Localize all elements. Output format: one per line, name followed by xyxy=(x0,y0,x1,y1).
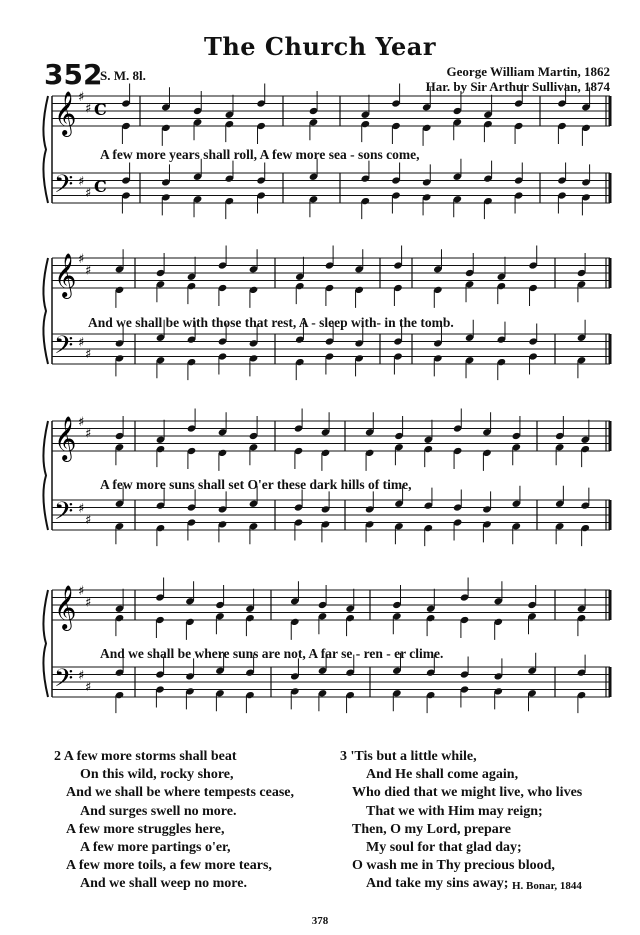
verse-line: That we with Him may reign; xyxy=(366,803,543,819)
verse-number: 2 xyxy=(54,749,61,764)
sharp-sign: ♯ xyxy=(78,90,85,105)
brace xyxy=(43,590,48,697)
treble-clef: 𝄞 xyxy=(54,91,77,135)
verse-line: And He shall come again, xyxy=(366,767,519,783)
verse-line: On this wild, rocky shore, xyxy=(80,767,234,783)
sharp-sign: ♯ xyxy=(85,185,92,201)
time-signature: C xyxy=(94,100,107,119)
verse-line: And we shall be where tempests cease, xyxy=(66,785,294,801)
sharp-sign: ♯ xyxy=(85,263,92,279)
hymn-meter: S. M. 8l. xyxy=(100,68,146,83)
sharp-sign: ♯ xyxy=(78,252,85,267)
verse-line: A few more partings o'er, xyxy=(80,840,231,856)
verse-line: And surges swell no more. xyxy=(80,803,237,819)
time-signature: C xyxy=(94,177,107,196)
bass-clef: 𝄢 xyxy=(54,170,74,205)
verse-line: Then, O my Lord, prepare xyxy=(352,821,511,837)
verse-line: O wash me in Thy precious blood, xyxy=(352,858,555,874)
brace xyxy=(43,421,48,530)
lyrics-system-4: And we shall be where suns are not, A far se - ren - er clime. xyxy=(100,646,444,661)
composer-line-2: Har. by Sir Arthur Sullivan, 1874 xyxy=(425,79,610,94)
brace xyxy=(43,258,48,364)
lyrics-system-1: A few more years shall roll, A few more sea - sons come, xyxy=(100,147,420,162)
lyrics-system-3: A few more suns shall set O'er these dark hills of time, xyxy=(100,477,412,492)
hymnal-section-title: The Church Year xyxy=(203,32,436,61)
sharp-sign: ♯ xyxy=(78,415,85,430)
verse-number: 3 xyxy=(340,749,347,764)
sharp-sign: ♯ xyxy=(78,501,85,517)
bass-clef: 𝄢 xyxy=(54,664,74,699)
verse-line: My soul for that glad day; xyxy=(366,840,522,856)
sharp-sign: ♯ xyxy=(78,174,85,190)
verse-line: A few more toils, a few more tears, xyxy=(66,858,272,874)
treble-clef: 𝄞 xyxy=(54,416,77,460)
treble-clef: 𝄞 xyxy=(54,253,77,297)
lyrics-system-2: And we shall be with those that rest, A - sleep with- in the tomb. xyxy=(88,315,454,330)
verse-2 xyxy=(54,748,294,894)
sharp-sign: ♯ xyxy=(78,335,85,351)
verse-line: A few more struggles here, xyxy=(66,821,225,837)
bass-clef: 𝄢 xyxy=(54,331,74,366)
sharp-sign: ♯ xyxy=(78,584,85,599)
composer-line-1: George William Martin, 1862 xyxy=(446,64,610,79)
verse-line: And we shall weep no more. xyxy=(80,876,247,892)
sharp-sign: ♯ xyxy=(85,426,92,442)
verse-line: And take my sins away; xyxy=(366,876,509,892)
brace xyxy=(43,96,48,203)
sharp-sign: ♯ xyxy=(85,512,92,528)
sharp-sign: ♯ xyxy=(85,595,92,611)
sharp-sign: ♯ xyxy=(85,346,92,362)
verse-line: Who died that we might live, who lives xyxy=(352,785,583,801)
verse-line: 'Tis but a little while, xyxy=(350,749,477,764)
treble-clef: 𝄞 xyxy=(54,585,77,629)
verse-3 xyxy=(340,748,582,894)
bass-clef: 𝄢 xyxy=(54,497,74,532)
verse-line: A few more storms shall beat xyxy=(63,749,237,764)
page-number: 378 xyxy=(311,915,329,927)
sharp-sign: ♯ xyxy=(85,101,92,117)
sharp-sign: ♯ xyxy=(78,668,85,684)
hymn-number: 352 xyxy=(44,58,103,91)
sharp-sign: ♯ xyxy=(85,679,92,695)
text-author: H. Bonar, 1844 xyxy=(512,880,582,892)
